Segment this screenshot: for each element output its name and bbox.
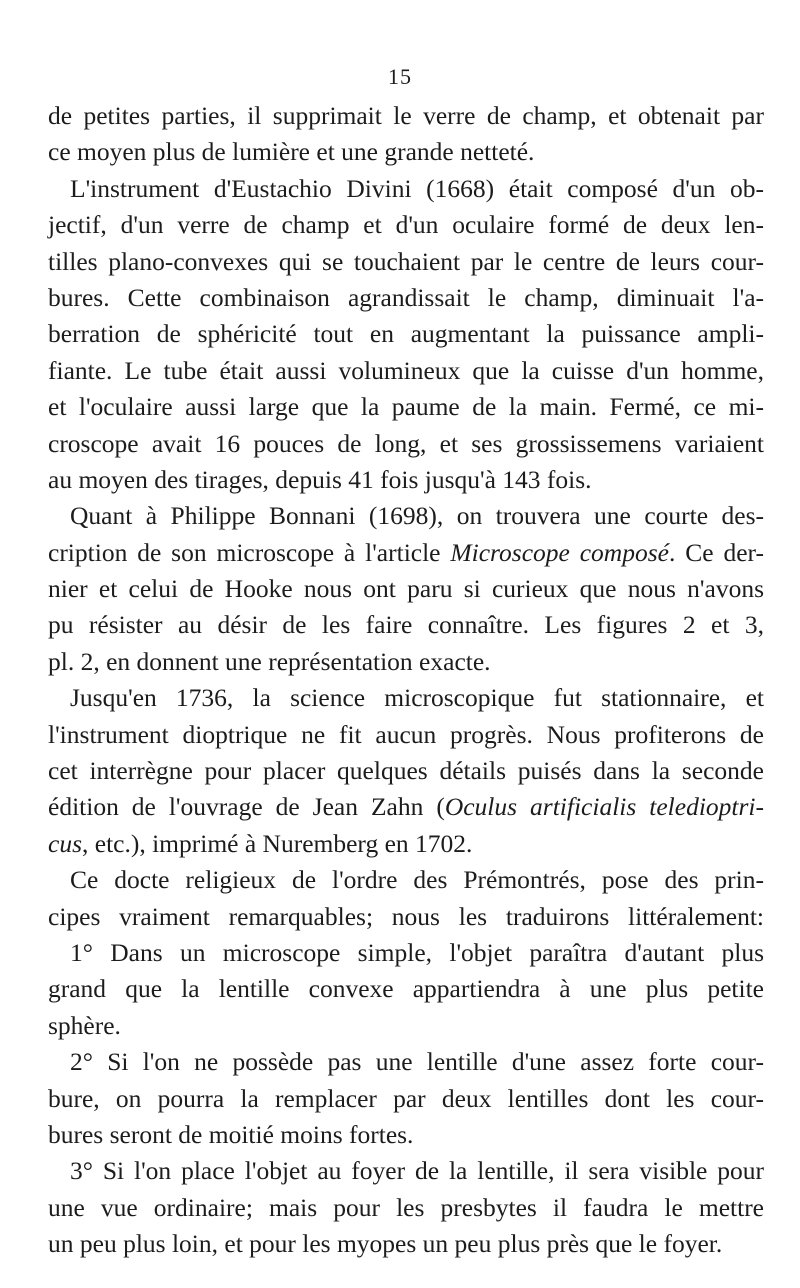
- text-segment: 1° Dans un microscope simple, l'objet paraîtra d'autant plus: [70, 937, 764, 967]
- text-segment: fiante. Le tube était aussi volumineux que la cuisse d'un homme,: [48, 355, 764, 385]
- text-segment: jectif, d'un verre de champ et d'un oculaire formé de deux len-: [48, 210, 764, 240]
- text-segment: bure, on pourra la remplacer par deux lentilles dont les cour-: [48, 1083, 764, 1113]
- italic-text-segment: Oculus artificialis teledioptri-: [444, 792, 764, 822]
- text-segment: grand que la lentille convexe appartiendra à une plus petite: [48, 974, 764, 1004]
- text-segment: bures. Cette combinaison agrandissait le champ, diminuait l'a-: [48, 282, 764, 312]
- text-line: [48, 244, 764, 280]
- text-line: [48, 316, 764, 352]
- text-segment: pl. 2, en donnent une représentation exacte.: [48, 646, 491, 676]
- text-line: [48, 1081, 764, 1117]
- text-line: [48, 607, 764, 643]
- text-segment: Ce docte religieux de l'ordre des Prémontrés, pose des prin-: [70, 865, 764, 895]
- text-segment: . Ce der-: [668, 537, 764, 567]
- text-line: [48, 899, 764, 935]
- text-segment: édition de l'ouvrage de Jean Zahn (: [48, 792, 445, 822]
- text-line: [48, 571, 764, 607]
- text-line: [48, 1226, 764, 1262]
- text-segment: Jusqu'en 1736, la science microscopique fut stationnaire, et: [70, 683, 764, 713]
- text-line: [48, 644, 764, 680]
- text-segment: ce moyen plus de lumière et une grande netteté.: [48, 137, 535, 167]
- text-segment: , etc.), imprimé à Nuremberg en 1702.: [82, 828, 473, 858]
- text-segment: berration de sphéricité tout en augmentant la puissance ampli-: [48, 319, 764, 349]
- text-line: [48, 280, 764, 316]
- text-line: [48, 971, 764, 1007]
- text-segment: cription de son microscope à l'article: [48, 537, 451, 567]
- text-segment: croscope avait 16 pouces de long, et ses grossissemens variaient: [48, 428, 764, 458]
- text-line: [48, 134, 764, 170]
- page-number: 15: [388, 64, 412, 89]
- text-line: [48, 1008, 764, 1044]
- text-segment: 2° Si l'on ne possède pas une lentille d'une assez forte cour-: [70, 1047, 764, 1077]
- text-segment: et l'oculaire aussi large que la paume de la main. Fermé, ce mi-: [48, 392, 764, 422]
- text-line: [48, 826, 764, 862]
- text-line: [48, 498, 764, 534]
- text-segment: un peu plus loin, et pour les myopes un peu plus près que le foyer.: [48, 1229, 723, 1259]
- text-segment: Quant à Philippe Bonnani (1698), on trouvera une courte des-: [70, 501, 764, 531]
- text-line: [48, 1153, 764, 1189]
- text-segment: au moyen des tirages, depuis 41 fois jusqu'à 143 fois.: [48, 464, 592, 494]
- text-line: [48, 389, 764, 425]
- italic-text-segment: cus: [48, 828, 82, 858]
- text-segment: 3° Si l'on place l'objet au foyer de la lentille, il sera visible pour: [70, 1156, 764, 1186]
- text-segment: pu résister au désir de les faire connaître. Les figures 2 et 3,: [48, 610, 764, 640]
- text-line: [48, 171, 764, 207]
- text-segment: nier et celui de Hooke nous ont paru si curieux que nous n'avons: [48, 574, 764, 604]
- text-line: [48, 426, 764, 462]
- text-segment: cipes vraiment remarquables; nous les traduirons littéralement:: [48, 901, 764, 931]
- text-segment: L'instrument d'Eustachio Divini (1668) était composé d'un ob-: [70, 173, 764, 203]
- text-line: [48, 789, 764, 825]
- italic-text-segment: Microscope composé: [450, 537, 669, 567]
- text-line: [48, 1044, 764, 1080]
- text-line: [48, 98, 764, 134]
- text-segment: sphère.: [48, 1010, 121, 1040]
- text-line: [48, 1117, 764, 1153]
- text-line: [48, 462, 764, 498]
- text-line: [48, 1190, 764, 1226]
- body-text: [48, 98, 764, 1263]
- text-line: [48, 680, 764, 716]
- text-line: [48, 353, 764, 389]
- text-line: [48, 753, 764, 789]
- text-line: [48, 207, 764, 243]
- text-segment: une vue ordinaire; mais pour les presbytes il faudra le mettre: [48, 1192, 764, 1222]
- text-segment: tilles plano-convexes qui se touchaient par le centre de leurs cour-: [48, 246, 764, 276]
- text-segment: cet interrègne pour placer quelques détails puisés dans la seconde: [48, 756, 764, 786]
- text-segment: l'instrument dioptrique ne fit aucun progrès. Nous profiterons de: [48, 719, 764, 749]
- text-line: [48, 535, 764, 571]
- text-segment: de petites parties, il supprimait le verre de champ, et obtenait par: [48, 101, 764, 130]
- text-segment: bures seront de moitié moins fortes.: [48, 1119, 414, 1149]
- text-line: [48, 862, 764, 898]
- text-line: [48, 935, 764, 971]
- text-line: [48, 717, 764, 753]
